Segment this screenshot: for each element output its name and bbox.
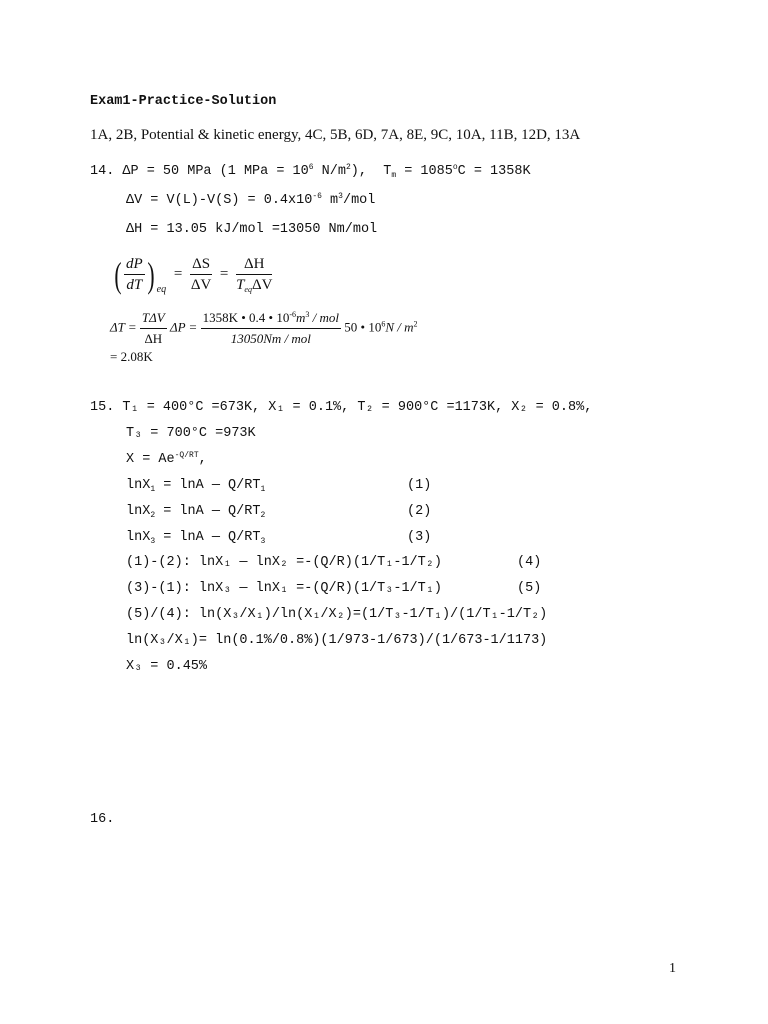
ds-numerator: ΔS xyxy=(190,254,212,275)
eq1-lhs: lnX xyxy=(126,478,151,493)
q15-eq3 xyxy=(126,530,265,545)
q16-number: 16. xyxy=(90,812,115,827)
pressure-exp2: 2 xyxy=(413,319,418,329)
q14-line1 xyxy=(90,164,531,179)
dh-numerator: ΔH xyxy=(236,254,272,275)
tdv-numerator: TΔV xyxy=(140,308,167,329)
eq2-lhs: lnX xyxy=(126,504,151,519)
t-eq-sub: eq xyxy=(244,285,252,294)
numeric-exp: -6 xyxy=(289,310,296,319)
q15-line1 xyxy=(90,400,592,415)
q14-line2 xyxy=(126,193,375,208)
eq3-lhs: lnX xyxy=(126,530,151,545)
q15-eq1 xyxy=(126,478,265,493)
q15-eq2 xyxy=(126,504,265,519)
q14-exp: 6 xyxy=(308,163,314,172)
q14-tm-kelvin: C = 1358K xyxy=(457,164,531,179)
q15-step5-tag: (5) xyxy=(517,581,542,596)
q14-tm-sub: m xyxy=(391,171,397,180)
eq3-sub2: 3 xyxy=(260,537,266,546)
dv-symbol: ΔV xyxy=(251,277,273,293)
eq1-sub: 1 xyxy=(150,485,156,494)
dh-denominator: ΔH xyxy=(144,331,163,346)
q14-pressure-text: ΔP = 50 MPa (1 MPa = 10 xyxy=(122,164,309,179)
q15-step5: (3)-(1): lnX₃ — lnX₁ =-(Q/R)(1/T₃-1/T₁) xyxy=(126,581,442,596)
delta-t-label: ΔT = xyxy=(110,319,137,335)
q15-step7: ln(X₃/X₁)= ln(0.1%/0.8%)(1/973-1/673)/(1/673-1/1173) xyxy=(126,633,548,648)
eq3-rhs: = lnA — Q/RT xyxy=(155,530,261,545)
eq1-sub2: 1 xyxy=(260,485,266,494)
dp-dt-fraction xyxy=(124,254,145,295)
right-paren: ) xyxy=(147,254,155,295)
arrhenius-exp: -Q/RT xyxy=(174,451,199,460)
q15-step4-tag: (4) xyxy=(517,555,542,570)
answers-line: 1A, 2B, Potential & kinetic energy, 4C, 5B, 6D, 7A, 8E, 9C, 10A, 11B, 12D, 13A xyxy=(90,127,581,143)
eq2-sub2: 2 xyxy=(260,511,266,520)
pressure-exp: 6 xyxy=(381,319,386,329)
q15-number: 15. xyxy=(90,400,115,415)
q14-result: = 2.08K xyxy=(110,349,153,364)
delta-t-equation xyxy=(110,308,418,349)
q14-degree: o xyxy=(452,163,458,172)
dp-numerator: dP xyxy=(124,254,145,275)
q14-number: 14. xyxy=(90,164,115,179)
q15-step8: X₃ = 0.45% xyxy=(126,659,208,674)
arrhenius-comma: , xyxy=(198,452,207,467)
dv-denominator: ΔV xyxy=(190,277,212,293)
clapeyron-equation: ( $\frac{dP}{dT}$ ) $_{eq}$ = $\frac{\Delta S}{\Delta V}$ = $\frac{\Delta H}{T_{eq}\Delta V}$ xyxy=(114,254,273,295)
numeric-unit2: / mol xyxy=(309,310,340,325)
q15-given: T₁ = 400°C =673K, X₁ = 0.1%, T₂ = 900°C =1173K, X₂ = 0.8%, xyxy=(122,400,593,415)
q15-line2: T₃ = 700°C =973K xyxy=(126,426,256,441)
q14-exp2: 2 xyxy=(345,163,351,172)
eq2-rhs: = lnA — Q/RT xyxy=(155,504,261,519)
pressure-unit: N / m xyxy=(385,319,414,335)
arrhenius-base: X = Ae xyxy=(126,452,175,467)
q14-tm-value: = 1085 xyxy=(396,164,453,179)
tdv-dh-fraction xyxy=(140,308,167,349)
numeric-exp2: 3 xyxy=(305,310,310,319)
page-number: 1 xyxy=(669,961,676,976)
q14-dv-exp2: 3 xyxy=(338,192,343,201)
dt-denominator: dT xyxy=(126,277,143,293)
ds-dv-fraction xyxy=(190,254,212,295)
q14-unit: N/m xyxy=(313,164,346,179)
q14-dv-unit: m xyxy=(321,193,339,208)
q14-dv-text: ΔV = V(L)-V(S) = 0.4x10 xyxy=(126,193,313,208)
numeric-denominator: 13050Nm / mol xyxy=(230,331,311,346)
eq2-sub: 2 xyxy=(150,511,156,520)
numeric-unit: m xyxy=(296,310,306,325)
eq1-rhs: = lnA — Q/RT xyxy=(155,478,261,493)
q14-dv-unit2: /mol xyxy=(342,193,376,208)
q15-eq3-tag: (3) xyxy=(407,530,432,545)
q15-eq2-tag: (2) xyxy=(407,504,432,519)
dh-tdv-fraction xyxy=(236,254,272,295)
pressure-factor: 50 • 10 xyxy=(344,319,382,335)
page-title: Exam1-Practice-Solution xyxy=(90,94,277,109)
q15-step4: (1)-(2): lnX₁ — lnX₂ =-(Q/R)(1/T₁-1/T₂) xyxy=(126,555,442,570)
numeric-fraction xyxy=(201,308,341,349)
eq3-sub: 3 xyxy=(150,537,156,546)
q14-dv-exp: -6 xyxy=(312,192,322,201)
q15-line3 xyxy=(126,452,207,467)
q15-eq1-tag: (1) xyxy=(407,478,432,493)
eq-subscript: eq xyxy=(156,283,167,295)
q15-step6: (5)/(4): ln(X₃/X₁)/ln(X₁/X₂)=(1/T₃-1/T₁)/(1/T₁-1/T₂) xyxy=(126,607,548,622)
q14-tm-label: ), T xyxy=(350,164,392,179)
left-paren: ( xyxy=(114,254,122,295)
delta-p-label: ΔP = xyxy=(169,319,198,335)
q14-line3: ΔH = 13.05 kJ/mol =13050 Nm/mol xyxy=(126,222,378,237)
numeric-numerator: 1358K • 0.4 • 10 xyxy=(202,310,290,325)
t-symbol: T xyxy=(236,277,245,293)
